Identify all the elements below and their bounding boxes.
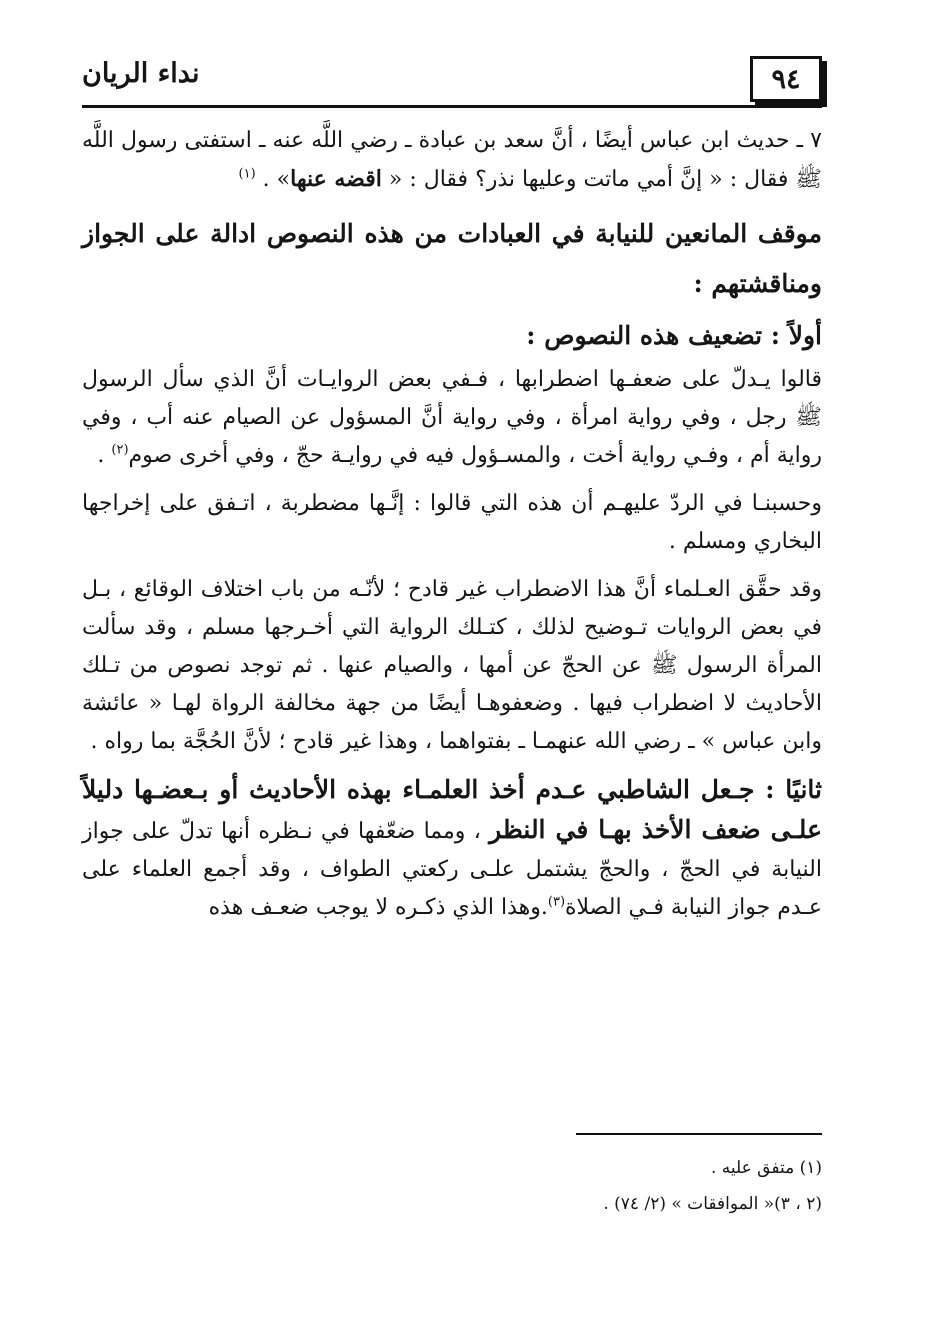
header-rule bbox=[82, 105, 822, 108]
running-title: نداء الريان bbox=[82, 58, 200, 89]
hadith-7-text: ٧ ـ حديث ابن عباس أيضًا ، أنَّ سعد بن عبادة ـ رضي اللَّه عنه ـ استفتى رسول اللَّه ﷺ فقال : « إنَّ أمي ماتت وعليها نذر؟ فقال : « bbox=[82, 128, 822, 192]
subheading-second: ثانيًا : جـعل الشاطبي عـدم أخذ العلمـاء بهذه الأحاديث أو بـعضـها دليلاً علـى ضعف الأخذ بهـا في النظر bbox=[82, 775, 822, 844]
weakening-text: قالوا يـدلّ على ضعفـها اضطرابها ، فـفي بعض الروايـات أنَّ الذي سأل الرسول ﷺ رجل ، وفي رواية امرأة ، وفي رواية أنَّ المسؤول عن الصيام عنه أب ، وفي رواية أم ، وفـي رواية أخت ، والمسـؤول فيه في روايـة حجّ ، وفي أخرى صوم bbox=[82, 367, 822, 468]
paragraph-shatibi bbox=[82, 771, 822, 927]
footnote-separator bbox=[576, 1133, 822, 1135]
subheading-first: أولاً : تضعيف هذه النصوص : bbox=[526, 321, 822, 350]
footnote-ref-2: (٢) bbox=[111, 442, 129, 458]
hadith-7-quote: اقضه عنها bbox=[290, 166, 382, 192]
page-header bbox=[82, 52, 822, 108]
main-text bbox=[82, 122, 822, 937]
footnote-2-3: (٢ ، ٣)« الموافقات » (٢/ ٧٤) . bbox=[603, 1194, 822, 1214]
paragraph-hadith-7 bbox=[82, 122, 822, 199]
footnotes bbox=[82, 1150, 822, 1222]
footnote-ref-1: (١) bbox=[238, 166, 256, 182]
section-heading: موقف المانعين للنيابة في العبادات من هذه النصوص ادالة على الجواز ومناقشتهم : bbox=[82, 219, 822, 298]
footnote-ref-3: (٣) bbox=[547, 894, 566, 910]
paragraph-verification: وقد حقَّق العـلماء أنَّ هذا الاضطراب غير قادح ؛ لأنّـه من باب اختلاف الوقائع ، بـل في بعض الروايات تـوضيح لذلك ، كتـلك الرواية التي أخـرجها مسلم ، وقد سألت المرأة الرسول ﷺ عن الحجّ عن أمها ، والصيام عنها . ثم توجد نصوص من تـلك الأحاديث لا اضطراب فيها . وضعفوهـا أيضًا من جهة مخالفة الرواة لهـا « عائشة وابن عباس » ـ رضي الله عنهمـا ـ بفتواهما ، وهذا غير قادح ؛ لأنَّ الحُجَّة بما رواه . bbox=[82, 577, 822, 754]
shatibi-end: .وهذا الذي ذكـره لا يوجب ضعـف هذه bbox=[208, 895, 548, 920]
page-number: ٩٤ bbox=[750, 56, 822, 102]
paragraph-response: وحسبنـا في الردّ عليهـم أن هذه التي قالوا : إنَّـها مضطربة ، اتـفق على إخراجها البخاري ومسلم . bbox=[82, 491, 822, 554]
footnote-1: (١) متفق عليه . bbox=[710, 1158, 822, 1178]
shatibi-text: ، ومما ضعّفها في نـظره أنها تدلّ على جواز النيابة في الحجّ ، والحجّ يشتمل علـى ركعتي الطواف ، وقد أجمع العلماء على عـدم جواز النيابة فـي الصلاة bbox=[82, 819, 822, 920]
hadith-7-end: » . bbox=[255, 167, 291, 192]
weakening-end: . bbox=[97, 443, 112, 468]
paragraph-weakening bbox=[82, 361, 822, 475]
